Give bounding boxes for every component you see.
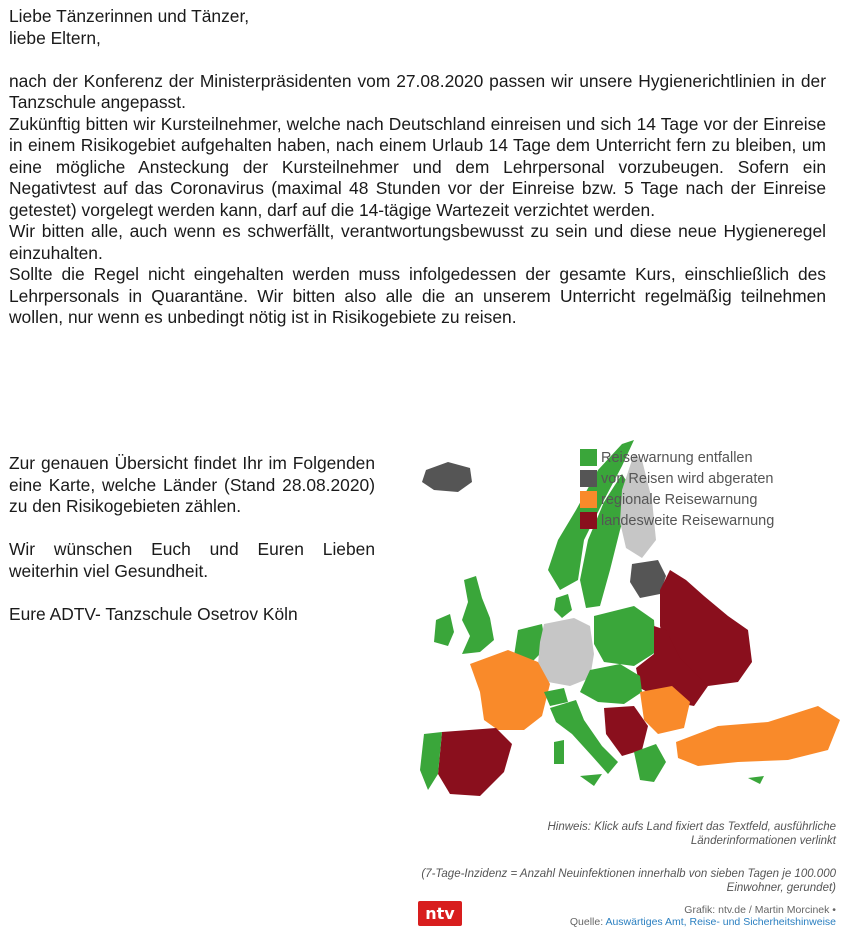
credit-author: Grafik: ntv.de / Martin Morcinek • [684,904,836,916]
credit-source [570,916,836,928]
map-spain[interactable] [438,728,512,796]
map-incidence-note: (7-Tage-Inzidenz = Anzahl Neuinfektionen innerhalb von sieben Tagen je 100.000 Einwohner, gerundet) [421,868,836,894]
legend-swatch-darkred [580,512,597,529]
map-cyprus[interactable] [748,776,764,784]
map-turkey[interactable] [676,706,840,766]
map-denmark[interactable] [554,594,572,618]
paragraph-conference: nach der Konferenz der Ministerpräsidenten vom 27.08.2020 passen wir unsere Hygienerichtlinien in der Tanzschule angepasst. [9,70,826,112]
letter-lower [9,453,375,625]
legend-label: Reisewarnung entfallen [601,449,753,466]
legend-label: von Reisen wird abgeraten [601,470,774,487]
signature: Eure ADTV- Tanzschule Osetrov Köln [9,603,298,624]
credit-source-prefix: Quelle: [569,916,606,928]
greeting-line-2: liebe Eltern, [9,27,101,48]
map-germany[interactable] [538,618,594,686]
legend-item-regional-warning [580,489,774,510]
legend-item-national-warning [580,510,774,531]
paragraph-responsibility: Wir bitten alle, auch wenn es schwerfällt, verantwortungsbewusst zu sein und diese neue Hygieneregel einzuhalten. [9,221,826,263]
map-sardinia[interactable] [554,740,564,764]
paragraph-map-intro: Zur genauen Übersicht findet Ihr im Folgenden eine Karte, welche Länder (Stand 28.08.2020) zu den Risikogebieten zählen. [9,453,375,516]
map-balkans[interactable] [604,706,648,756]
map-france[interactable] [470,650,550,730]
legend-label: landesweite Reisewarnung [601,512,775,529]
legend-item-no-warning [580,447,774,468]
paragraph-wishes: Wir wünschen Euch und Euren Lieben weiterhin viel Gesundheit. [9,539,375,581]
map-sicily[interactable] [580,774,602,786]
map-poland[interactable] [594,606,656,666]
map-portugal[interactable] [420,732,442,790]
paragraph-quarantine-rule: Zukünftig bitten wir Kursteilnehmer, welche nach Deutschland einreisen und sich 14 Tage vor der Einreise in einem Risikogebiet aufgehalten haben, nach einem Urlaub 14 Tage dem Unterricht fern zu bleiben, um eine mögliche Ansteckung der Kursteilnehmer und dem Lehrpersonal vorzubeugen. Sofern ein Negativtest auf das Coronavirus (maximal 48 Stunden vor der Einreise bzw. 5 Tage nach der Einreise getestet) vorgelegt werden kann, darf auf die 14-tägige Wartezeit verzichtet werden. [9,113,826,220]
map-ireland[interactable] [434,614,454,646]
map-iceland[interactable] [422,462,472,492]
map-credit [570,904,836,928]
paragraph-consequences: Sollte die Regel nicht eingehalten werden muss infolgedessen der gesamte Kurs, einschließlich des Lehrpersonals in Quarantäne. Wir bitten also alle die an unserem Unterricht regelmäßig teilnehmen wollen, nur wenn es unbedingt nötig ist in Risikogebiete zu reisen. [9,264,826,327]
legend-label: regionale Reisewarnung [601,491,758,508]
legend-swatch-orange [580,491,597,508]
legend-item-advised-against [580,468,774,489]
map-legend [580,447,774,531]
credit-source-link[interactable]: Auswärtiges Amt, Reise- und Sicherheitshinweise [605,916,836,928]
legend-swatch-grey [580,470,597,487]
ntv-logo: ntv [418,901,462,926]
greeting-line-1: Liebe Tänzerinnen und Tänzer, [9,6,250,26]
travel-warning-map [408,430,848,940]
map-hint: Hinweis: Klick aufs Land fixiert das Textfeld, ausführliche Länderinformationen verlinkt [547,821,836,847]
letter-body [9,6,826,329]
map-uk[interactable] [462,576,494,654]
legend-swatch-green [580,449,597,466]
